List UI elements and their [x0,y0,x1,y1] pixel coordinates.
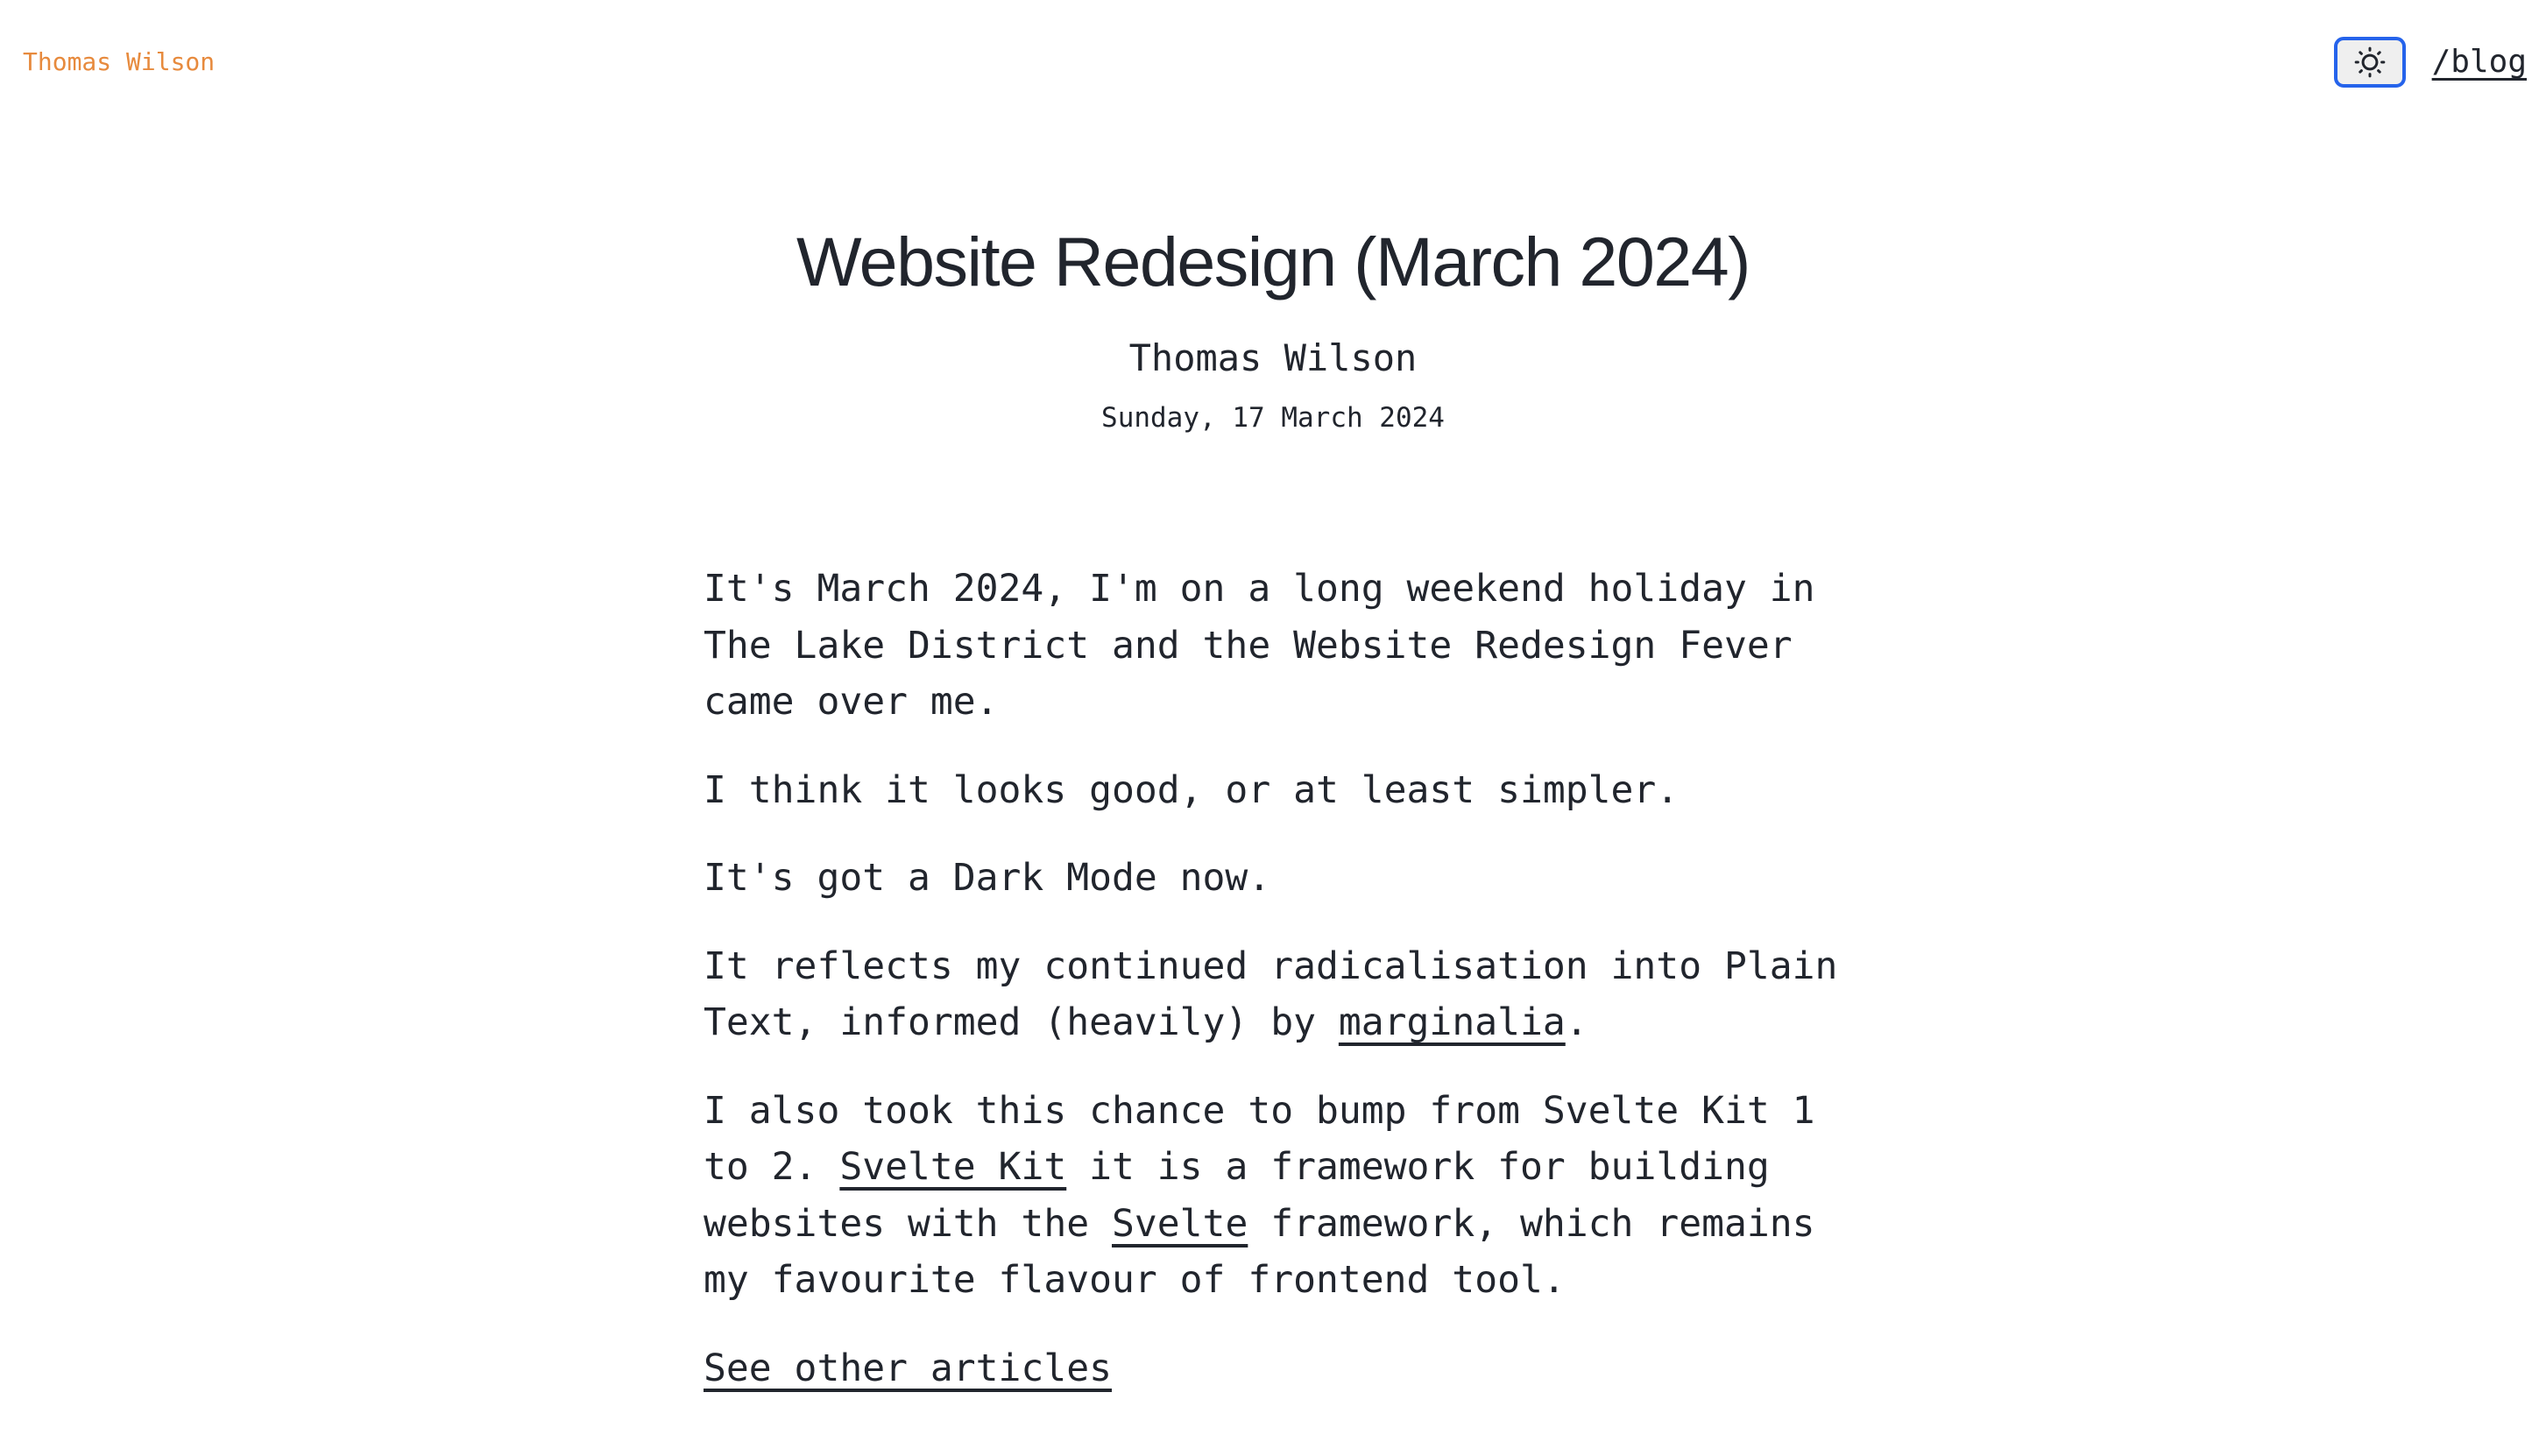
site-name-link[interactable]: Thomas Wilson [23,47,216,77]
article-body [704,561,1842,1309]
article-paragraph: It reflects my continued radicalisation into Plain Text, informed (heavily) by marginalia. [704,944,1838,1045]
blog-link[interactable]: /blog [2431,44,2527,81]
sun-icon [2353,46,2387,79]
article-paragraph: I think it looks good, or at least simpler. [704,767,1680,812]
article-date: Sunday, 17 March 2024 [1101,401,1445,434]
article-paragraph: I also took this chance to bump from Svelte Kit 1 to 2. Svelte Kit it is a framework for building websites with the Svelte framework, which remains my favourite flavour of frontend tool. [704,1088,1815,1303]
see-other-paragraph [704,1340,1842,1397]
inline-link[interactable]: Svelte [1112,1201,1248,1246]
header-nav [2334,37,2527,88]
inline-link[interactable]: marginalia [1338,1000,1566,1045]
article-author: Thomas Wilson [1128,336,1418,379]
article-title: Website Redesign (March 2024) [796,223,1750,300]
site-header [0,0,2546,88]
article-paragraph: It's March 2024, I'm on a long weekend holiday in The Lake District and the Website Redesign Fever came over me. [704,567,1815,724]
article [704,221,1842,1396]
inline-link[interactable]: Svelte Kit [839,1145,1067,1190]
theme-toggle-button[interactable] [2334,37,2406,88]
article-paragraph: It's got a Dark Mode now. [704,856,1271,901]
see-other-articles-link[interactable]: See other articles [704,1346,1112,1390]
